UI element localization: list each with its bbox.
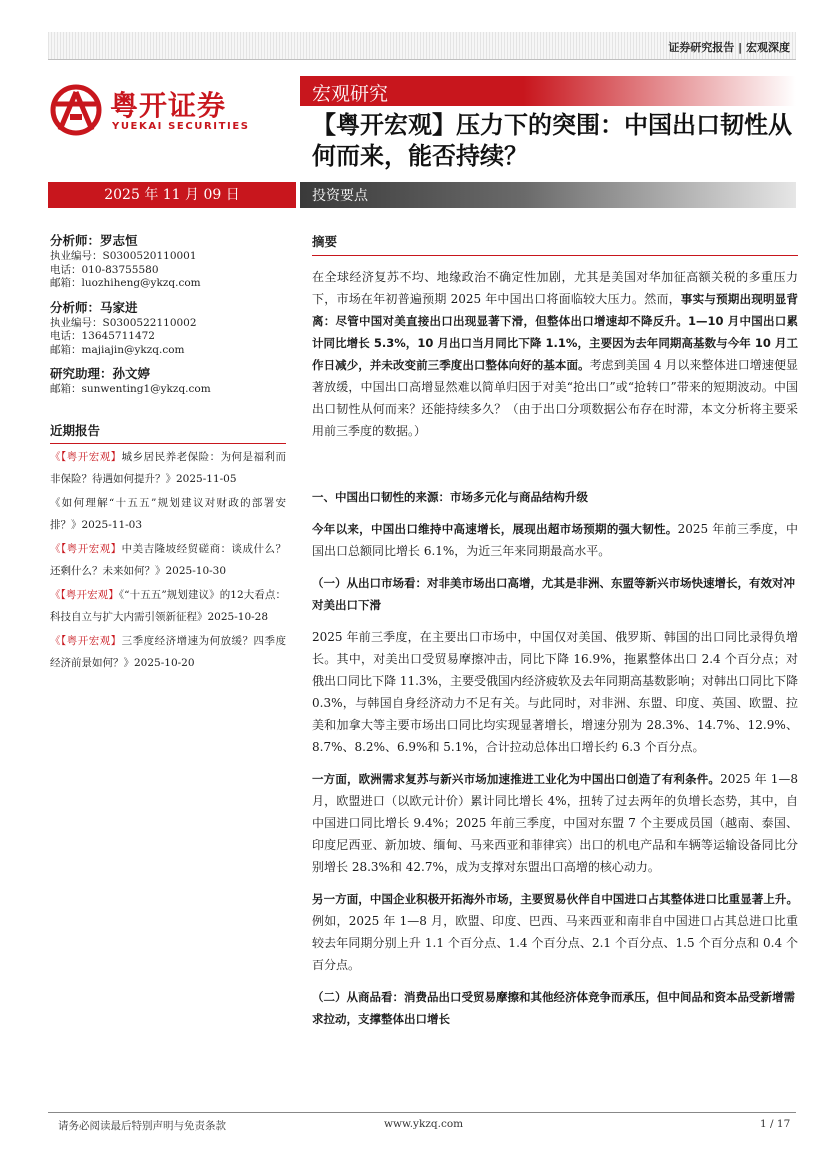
recent-report-item[interactable]: 《【粤开宏观】中美吉隆坡经贸磋商：谈成什么？还剩什么？未来如何？》2025-10-30 bbox=[50, 542, 287, 577]
footer-website[interactable]: www.ykzq.com bbox=[384, 1118, 464, 1130]
section-heading: 一、中国出口韧性的来源：市场多元化与商品结构升级 bbox=[312, 490, 588, 504]
analyst-phone: 电话：010-83755580 bbox=[50, 263, 159, 276]
recent-report-item[interactable]: 《如何理解“十五五”规划建议对财政的部署安排？》2025-11-03 bbox=[50, 496, 286, 531]
investment-points-bar bbox=[300, 182, 796, 208]
body-paragraph: 2025 年前三季度，在主要出口市场中，中国仅对美国、俄罗斯、韩国的出口同比录得负增长。其中，对美出口受贸易摩擦冲击，同比下降 16.9%，拖累整体出口 2.4 个百分点；对俄出口同比下降 11.3%，主要受俄国内经济疲软及去年同期高基数影响；对韩出口同比下降 0.3%，与韩国自身经济动力不足有关。与此同时，对非洲、东盟、印度、英国、欧盟、拉美和加拿大等主要市场出口同比均实现显著增长，增速分别为 28.3%、14.7%、12.9%、8.7%、8.2%、6.9%和 5.1%，合计拉动总体出口增长约 6.3 个百分点。 bbox=[312, 630, 798, 754]
subsection-heading: （二）从商品看：消费品出口受贸易摩擦和其他经济体竞争而承压，但中间品和资本品受新增需求拉动，支撑整体出口增长 bbox=[312, 990, 795, 1026]
recent-reports-title: 近期报告 bbox=[50, 421, 286, 444]
assistant-name: 研究助理：孙文婷 bbox=[50, 366, 151, 381]
logo-chinese-text: 粤开证券 bbox=[110, 89, 227, 122]
assistant-email[interactable]: 邮箱：sunwenting1@ykzq.com bbox=[50, 383, 211, 395]
yuekai-logo bbox=[50, 82, 280, 142]
summary-paragraph: 在全球经济复苏不均、地缘政治不确定性加剧，尤其是美国对华加征高额关税的多重压力下，市场在年初普遍预期 2025 年中国出口将面临较大压力。然而，事实与预期出现明显背离：尽管中国对美直接出口出现显著下滑，但整体出口增速却不降反升。1—10 月中国出口累计同比增长 5.3%，10 月出口当月同比下降 1.1%，主要因为去年同期高基数与今年 10 月工作日减少，并未改变前三季度出口整体向好的基本面。考虑到美国 4 月以来整体进口增速便显著放缓，中国出口高增显然难以简单归因于对美“抢出口”或“抢转口”带来的短期波动。中国出口韧性从何而来？还能持续多久？（由于出口分项数据公布存在时滞，本文分析将主要采用前三季度的数据。） bbox=[312, 270, 799, 438]
yuekai-emblem-icon bbox=[50, 84, 102, 136]
summary-heading: 摘要 bbox=[312, 232, 798, 256]
body-paragraph: 今年以来，中国出口维持中高速增长，展现出超市场预期的强大韧性。2025 年前三季度，中国出口总额同比增长 6.1%，为近三年来同期最高水平。 bbox=[312, 522, 799, 558]
sidebar bbox=[50, 232, 286, 674]
analyst-email[interactable]: 邮箱：luozhiheng@ykzq.com bbox=[50, 277, 201, 289]
analyst-name: 分析师：罗志恒 bbox=[50, 233, 138, 248]
investment-points-label: 投资要点 bbox=[312, 188, 368, 204]
footer-disclaimer: 请务必阅读最后特别声明与免责条款 bbox=[58, 1120, 226, 1132]
recent-report-item[interactable]: 《【粤开宏观】《“十五五”规划建议》的12大看点：科技自立与扩大内需引领新征程》2025-10-28 bbox=[50, 588, 286, 623]
analyst-email[interactable]: 邮箱：majiajin@ykzq.com bbox=[50, 343, 185, 356]
report-date: 2025 年 11 月 09 日 bbox=[48, 182, 296, 208]
footer-divider bbox=[48, 1112, 796, 1113]
recent-report-item[interactable]: 《【粤开宏观】城乡居民养老保险：为何是福利而非保险？待遇如何提升？》2025-11-05 bbox=[50, 450, 287, 485]
logo-english-text: YUEKAI SECURITIES bbox=[112, 121, 250, 132]
analyst-phone: 电话：13645711472 bbox=[50, 330, 155, 342]
report-title: 【粤开宏观】压力下的突围：中国出口韧性从何而来，能否持续？ bbox=[312, 111, 792, 170]
category-label: 宏观研究 bbox=[312, 83, 389, 105]
subsection-heading: （一）从出口市场看：对非美市场出口高增，尤其是非洲、东盟等新兴市场快速增长，有效对冲对美出口下滑 bbox=[312, 576, 795, 612]
analyst-block bbox=[50, 232, 286, 291]
analyst-block bbox=[50, 299, 286, 358]
analyst-license: 执业编号：S0300520110001 bbox=[50, 250, 197, 262]
body-paragraph: 一方面，欧洲需求复苏与新兴市场加速推进工业化为中国出口创造了有利条件。2025 年 1—8 月，欧盟进口（以欧元计价）累计同比增长 4%，扭转了过去两年的负增长态势，其中，自中国进口同比增长 9.4%；2025 年前三季度，中国对东盟 7 个主要成员国（越南、泰国、印度尼西亚、新加坡、缅甸、马来西亚和菲律宾）出口的机电产品和车辆等运输设备同比分别增长 28.3%和 42.7%，成为支撑对东盟出口高增的核心动力。 bbox=[312, 772, 798, 874]
analyst-license: 执业编号：S0300522110002 bbox=[50, 316, 197, 329]
assistant-block bbox=[50, 365, 286, 397]
body-paragraph: 另一方面，中国企业积极开拓海外市场，主要贸易伙伴自中国进口占其整体进口比重显著上升。例如，2025 年 1—8 月，欧盟、印度、巴西、马来西亚和南非自中国进口占其总进口比重较去年同期分别上升 1.1 个百分点、1.4 个百分点、2.1 个百分点、1.5 个百分点和 0.4 个百分点。 bbox=[312, 892, 798, 972]
analyst-name: 分析师：马家进 bbox=[50, 299, 138, 315]
recent-report-item[interactable]: 《【粤开宏观】三季度经济增速为何放缓？四季度经济前景如何？》2025-10-20 bbox=[50, 634, 287, 669]
page-number: 1 / 17 bbox=[760, 1118, 791, 1130]
report-type-tag: 证券研究报告 | 宏观深度 bbox=[668, 41, 790, 54]
main-content bbox=[312, 232, 798, 1040]
